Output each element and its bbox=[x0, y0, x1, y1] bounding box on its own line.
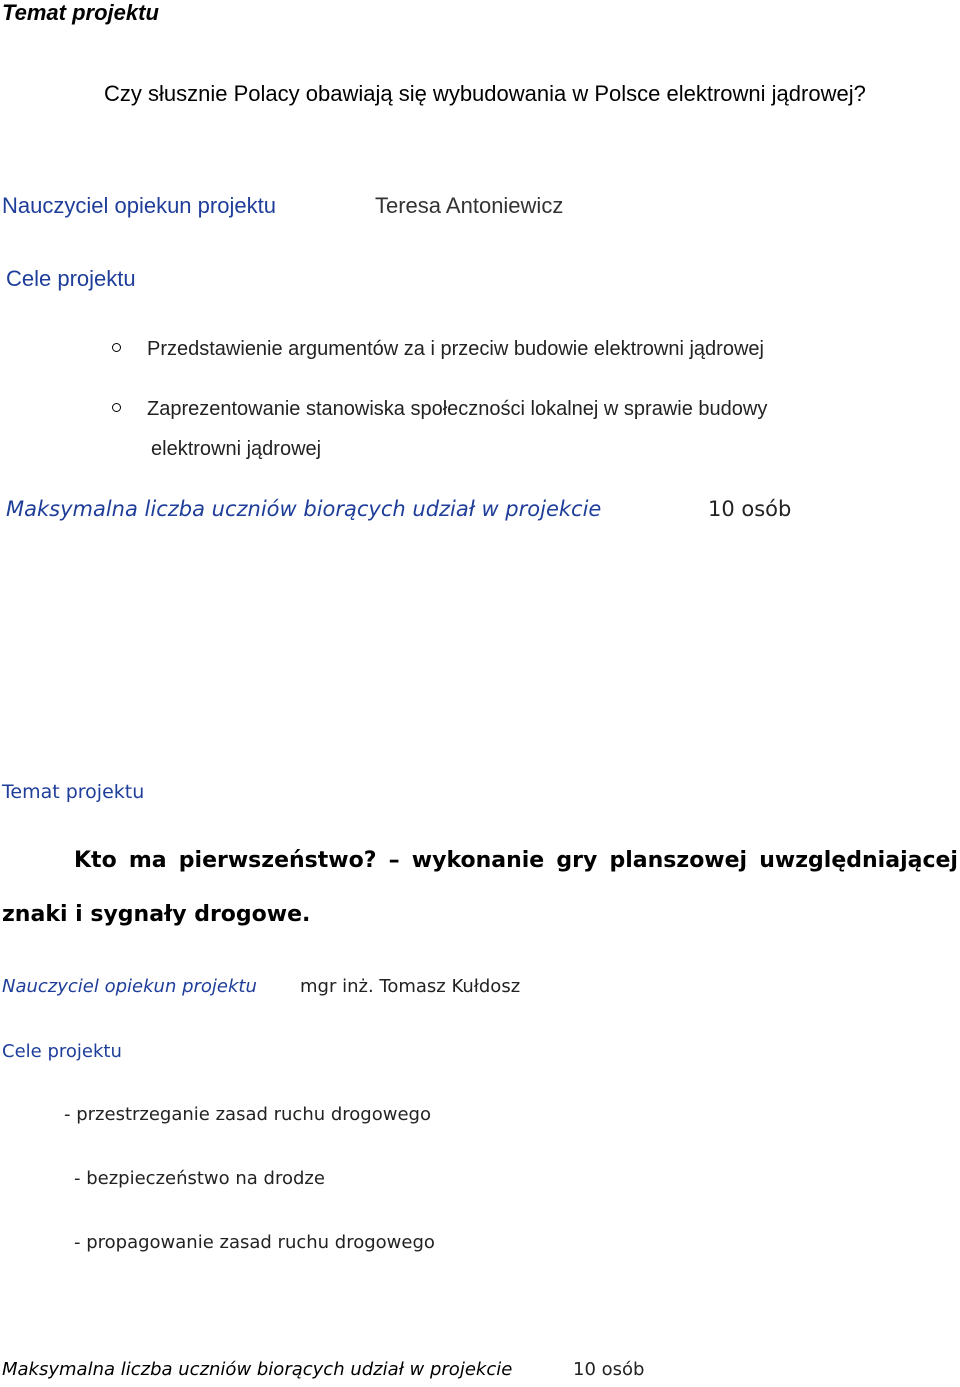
goal-text: Zaprezentowanie stanowiska społeczności lokalnej w sprawie budowy bbox=[147, 398, 768, 420]
goal-text: Przedstawienie argumentów za i przeciw budowie elektrowni jądrowej bbox=[147, 338, 764, 360]
section2-teacher-label: Nauczyciel opiekun projektu bbox=[2, 976, 257, 997]
topic-word: – bbox=[388, 848, 400, 873]
section2-goal-item: - przestrzeganie zasad ruchu drogowego bbox=[64, 1104, 431, 1125]
topic-word: planszowej bbox=[609, 848, 748, 873]
section2-goal-item: - propagowanie zasad ruchu drogowego bbox=[74, 1232, 435, 1253]
section1-heading: Temat projektu bbox=[2, 0, 159, 25]
section1-max-students-label: Maksymalna liczba uczniów biorących udział w projekcie bbox=[6, 497, 602, 521]
section1-teacher-label: Nauczyciel opiekun projektu bbox=[2, 193, 276, 218]
topic-word: uwzględniającej bbox=[759, 848, 958, 873]
section1-goals-heading: Cele projektu bbox=[6, 266, 136, 291]
section2-goals-heading: Cele projektu bbox=[2, 1041, 122, 1062]
topic-word: Kto bbox=[74, 848, 117, 873]
section2-teacher-value: mgr inż. Tomasz Kułdosz bbox=[300, 976, 521, 997]
section1-goal-continuation: elektrowni jądrowej bbox=[151, 438, 322, 460]
topic-word: gry bbox=[556, 848, 598, 873]
section1-teacher-value: Teresa Antoniewicz bbox=[375, 193, 564, 218]
topic-word: wykonanie bbox=[411, 848, 545, 873]
section2-topic-line2: znaki i sygnały drogowe. bbox=[2, 902, 311, 927]
section2-goal-item: - bezpieczeństwo na drodze bbox=[74, 1168, 325, 1189]
section1-goal-item bbox=[112, 398, 767, 421]
section2-max-students-value: 10 osób bbox=[573, 1359, 645, 1380]
section2-heading: Temat projektu bbox=[2, 781, 145, 803]
section2-max-students-label: Maksymalna liczba uczniów biorących udział w projekcie bbox=[2, 1359, 513, 1380]
section1-topic: Czy słusznie Polacy obawiają się wybudowania w Polsce elektrowni jądrowej? bbox=[104, 81, 866, 106]
topic-word: ma bbox=[128, 848, 167, 873]
bullet-icon bbox=[112, 403, 121, 412]
bullet-icon bbox=[112, 343, 121, 352]
topic-word: pierwszeństwo? bbox=[178, 848, 377, 873]
section1-goal-item bbox=[112, 338, 764, 361]
section1-max-students-value: 10 osób bbox=[708, 497, 792, 521]
section2-topic-line1 bbox=[74, 848, 958, 873]
